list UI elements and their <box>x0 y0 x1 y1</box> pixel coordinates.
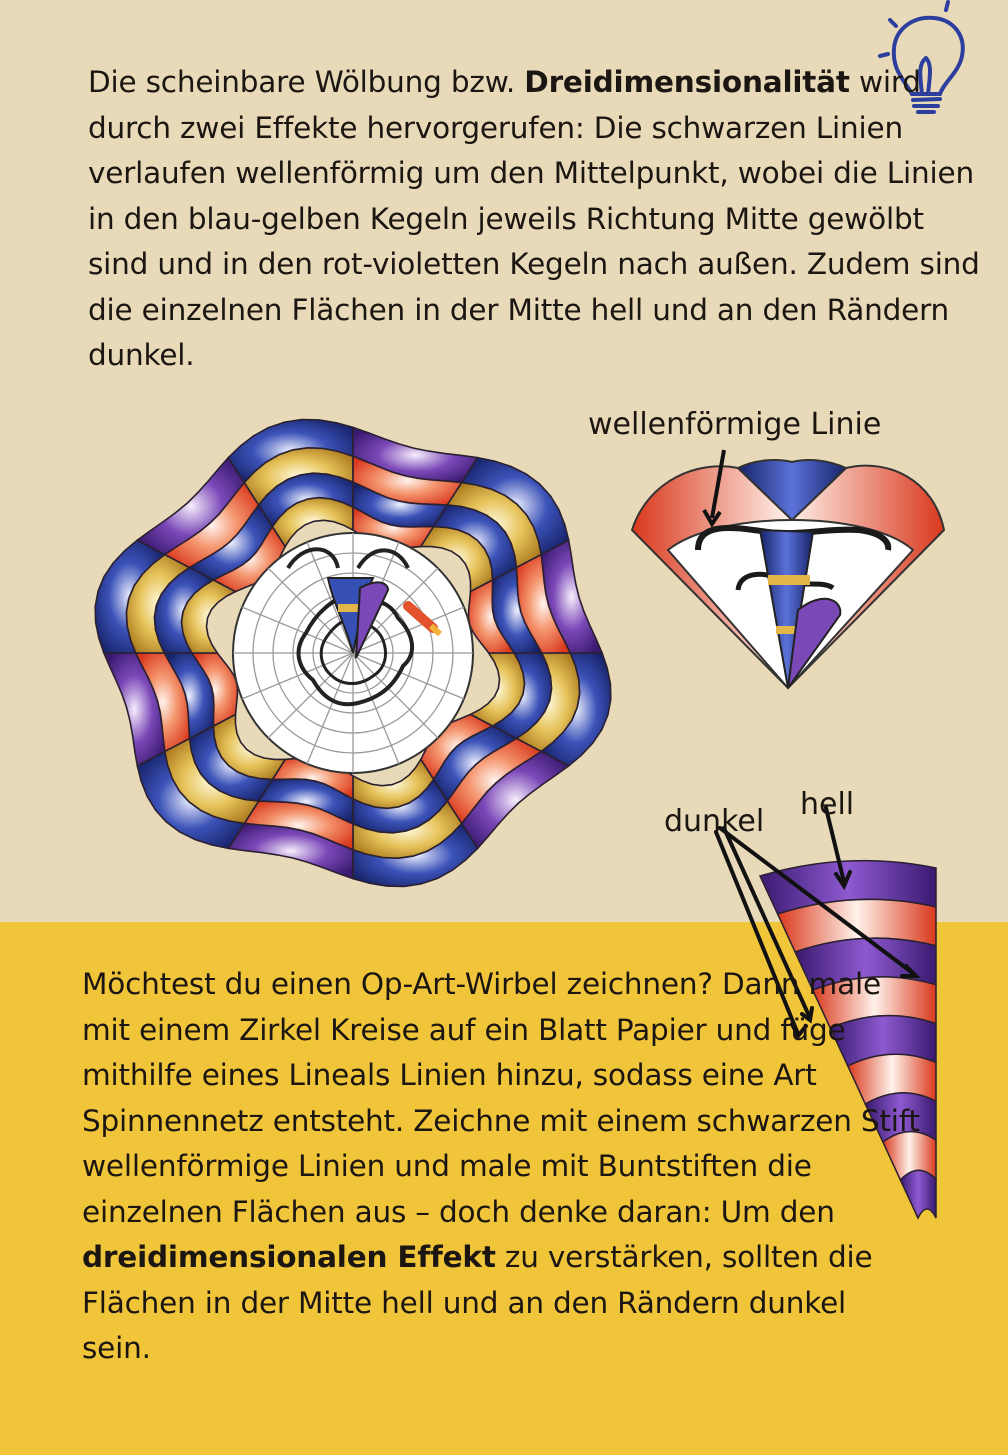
intro-paragraph <box>88 60 988 379</box>
dark-label: dunkel <box>664 804 765 839</box>
wave-line-detail-illustration <box>628 440 958 700</box>
instructions-text-2: zu verstärken, sollten die Flächen in der Mitte hell und an den Rändern dunkel sein. <box>82 1240 873 1365</box>
op-art-whirl-illustration <box>88 418 618 888</box>
wave-line-label: wellenförmige Linie <box>588 407 882 442</box>
light-label: hell <box>800 787 855 822</box>
intro-text-1: Die scheinbare Wölbung bzw. <box>88 65 525 99</box>
instructions-paragraph <box>82 962 922 1372</box>
instructions-text-1: Möchtest du einen Op-Art-Wirbel zeichnen? Dann male mit einem Zirkel Kreise auf ein Blatt Papier und füge mithilfe eines Lineals Linien hinzu, sodass eine Art Spinnennetz entsteht. Zeichne mit einem schwarzen Stift wellenförmige Linien und male mit Buntstiften die einzelnen Flächen aus – doch denke daran: Um den <box>82 967 920 1229</box>
intro-text-2: wird durch zwei Effekte hervorgerufen: Die schwarzen Linien verlaufen wellenförmig um den Mittelpunkt, wobei die Linien in den blau-gelben Kegeln jeweils Richtung Mitte gewölbt sind und in den rot-violetten Kegeln nach außen. Zudem sind die einzelnen Flächen in der Mitte hell und an den Rändern dunkel. <box>88 65 980 372</box>
inner-web <box>233 533 473 773</box>
intro-bold-term: Dreidimensionalität <box>524 65 850 99</box>
instructions-bold-term: dreidimensionalen Effekt <box>82 1240 496 1274</box>
